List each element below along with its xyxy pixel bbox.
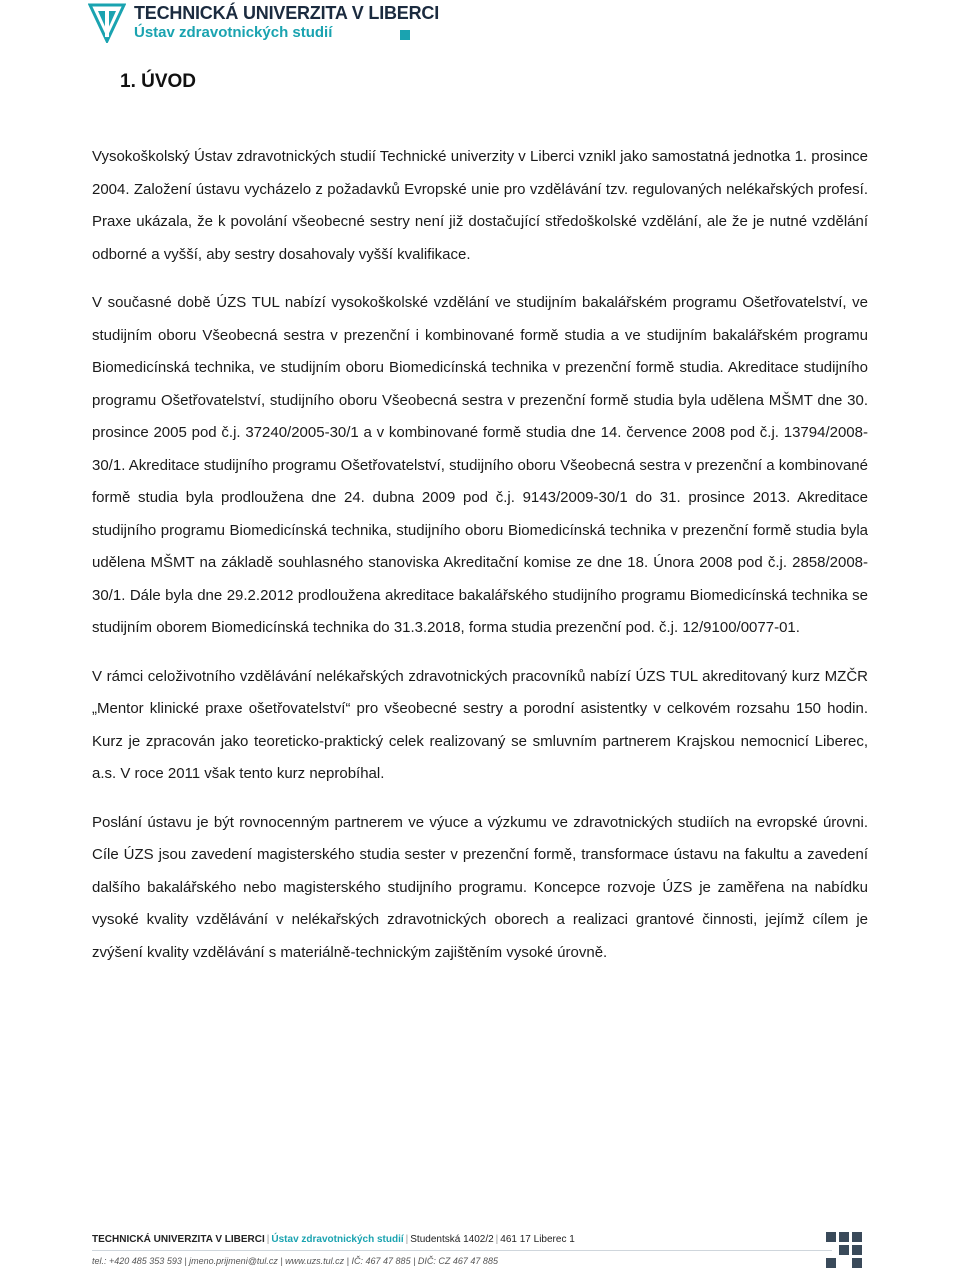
faculty-name: Ústav zdravotnických studií — [134, 24, 333, 41]
section-title: 1. ÚVOD — [120, 71, 197, 92]
footer-contact: tel.: +420 485 353 593 | jmeno.prijmeni@tul.cz | www.uzs.tul.cz | IČ: 467 47 885 | DIČ: CZ 467 47 885 — [92, 1256, 498, 1266]
document-header — [88, 3, 440, 47]
paragraph-mission: Poslání ústavu je být rovnocenným partnerem ve výuce a výzkumu ve zdravotnických studiích na evropské úrovni. Cíle ÚZS jsou zavedení magisterského studia sester v prezenční formě, transformace ústavu na fakultu a zavedení dalšího bakalářského nebo magisterského studijního programu. Koncepce rozvoje ÚZS je zaměřena na nabídku vysoké kvality vzdělávání v nelékařských zdravotnických oborech a realizaci grantové činnosti, jejímž cílem je zvýšení kvality vzdělávání s materiálně-technickým zajištěním vysoké úrovně. — [92, 813, 868, 961]
faculty-square-icon — [400, 30, 410, 40]
paragraph-intro: Vysokoškolský Ústav zdravotnických studií Technické univerzity v Liberci vznikl jako samostatná jednotka 1. prosince 2004. Založení ústavu vycházelo z požadavků Evropské unie pro vzdělávání tzv. regulovaných nelékařských profesí. Praxe ukázala, že k povolání všeobecné sestry není již dostačující středoškolské vzdělání, ale že je nutné vzdělání odborné a vyšší, aby sestry dosahovaly vyšší kvalifikace. — [92, 148, 868, 263]
tul-logo-icon — [88, 3, 126, 43]
university-name: TECHNICKÁ UNIVERZITA V LIBERCI — [134, 3, 440, 23]
document-body — [92, 141, 868, 985]
paragraph-programs: V současné době ÚZS TUL nabízí vysokoškolské vzdělání ve studijním bakalářském programu Ošetřovatelství, ve studijním oboru Všeobecná sestra v prezenční i kombinované formě studia a ve studijním bakalářském programu Biomedicínská technika, ve studijním oboru Biomedicínská technika v prezenční formě studia. Akreditace studijního programu Ošetřovatelství, studijního oboru Všeobecná sestra v prezenční formě studia byla udělena MŠMT dne 30. prosince 2005 pod č.j. 37240/2005-30/1 a v kombinované formě studia dne 14. července 2008 pod č.j. 13794/2008-30/1. Akreditace studijního programu Ošetřovatelství, studijního oboru Všeobecná sestra v prezenční a kombinované formě studia byla prodloužena dne 24. dubna 2009 pod č.j. 9143/2009-30/1 do 31. prosince 2013. Akreditace studijního programu Biomedicínská technika, studijního oboru Biomedicínská technika v prezenční formě studia byla udělena MŠMT na základě souhlasného stanoviska Akreditační komise ze dne 18. Února 2008 pod č.j. 2858/2008-30/1. Dále byla dne 29.2.2012 prodloužena akreditace bakalářského studijního programu Biomedicínská technika se studijním oborem Biomedicínská technika do 31.3.2018, forma studia prezenční pod. č.j. 12/9100/0077-01. — [92, 294, 868, 636]
paragraph-lifelong-learning: V rámci celoživotního vzdělávání nelékařských zdravotnických pracovníků nabízí ÚZS TUL akreditovaný kurz MZČR „Mentor klinické praxe ošetřovatelství“ pro všeobecné sestry a porodní asistentky v celkovém rozsahu 150 hodin. Kurz je zpracován jako teoreticko-praktický celek realizovaný se smluvním partnerem Krajskou nemocnicí Liberec, a.s. V roce 2011 však tento kurz neprobíhal. — [92, 667, 868, 782]
footer-postal: 461 17 Liberec 1 — [500, 1234, 575, 1245]
footer-address: TECHNICKÁ UNIVERZITA V LIBERCI | Ústav zdravotnických studií | Studentská 1402/2 | 461 17 Liberec 1 — [92, 1234, 575, 1245]
footer-university: TECHNICKÁ UNIVERZITA V LIBERCI — [92, 1234, 265, 1245]
tul-grid-logo-icon — [826, 1232, 862, 1268]
footer-street: Studentská 1402/2 — [410, 1234, 494, 1245]
footer-divider — [92, 1250, 832, 1251]
footer-faculty: Ústav zdravotnických studií — [271, 1234, 404, 1245]
